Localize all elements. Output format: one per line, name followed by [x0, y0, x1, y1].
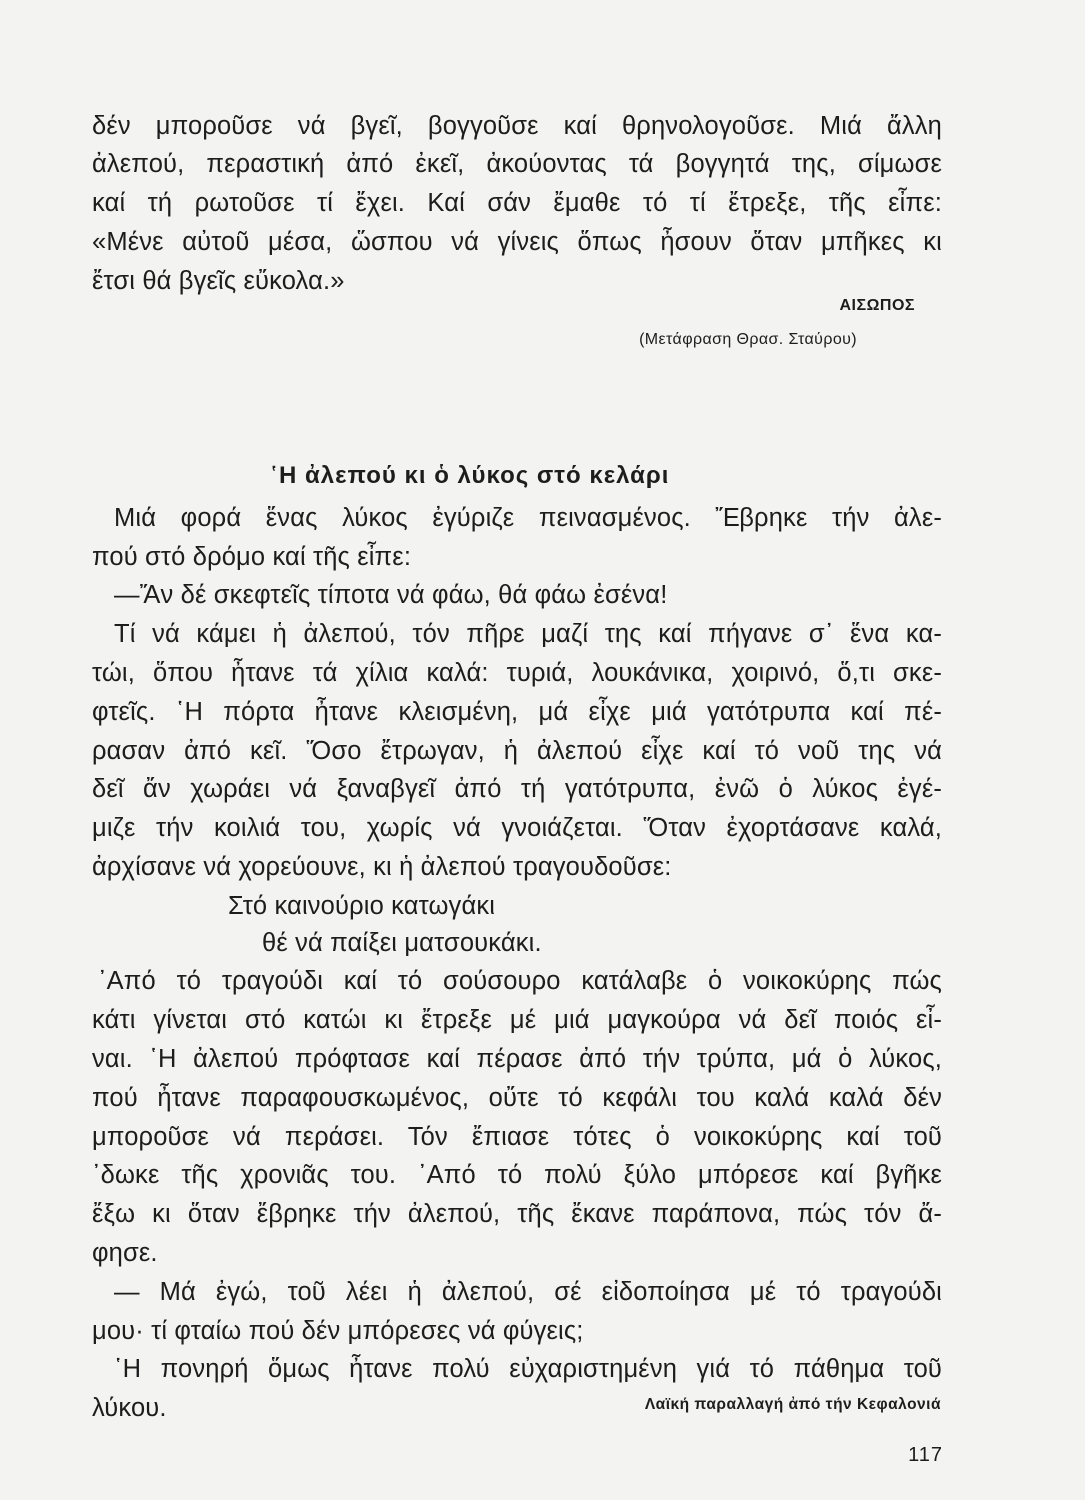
story-line-19: — Μά ἐγώ, τοῦ λέει ἡ ἀλεπού, σέ εἰδοποίησα μέ τό τραγούδι: [114, 1278, 942, 1306]
story-line-10: ἀρχίσανε νά χορεύουνε, κι ἡ ἀλεπού τραγουδοῦσε:: [92, 853, 672, 881]
story-line-20: μου· τί φταίω πού δέν μπόρεσες νά φύγεις;: [92, 1317, 584, 1345]
story-line-4: Τί νά κάμει ἡ ἀλεπού, τόν πῆρε μαζί της καί πήγανε σ᾽ ἕνα κα-: [114, 620, 942, 648]
verse-line-1: Στό καινούριο κατωγάκι: [228, 892, 496, 920]
story-line-12: κάτι γίνεται στό κατώι κι ἔτρεξε μέ μιά μαγκούρα νά δεῖ ποιός εἶ-: [92, 1006, 942, 1034]
intro-line-1: δέν μποροῦσε νά βγεῖ, βογγοῦσε καί θρηνολογοῦσε. Μιά ἄλλη: [92, 112, 942, 140]
intro-line-4: «Μένε αὐτοῦ μέσα, ὥσπου νά γίνεις ὅπως ἦσουν ὅταν μπῆκες κι: [92, 228, 942, 256]
source-attribution: Λαϊκή παραλλαγή ἀπό τήν Κεφαλονιά: [644, 1396, 941, 1413]
author-attribution: ΑΙΣΩΠΟΣ: [839, 297, 915, 314]
story-line-6: φτεῖς. ῾Η πόρτα ἦτανε κλεισμένη, μά εἶχε μιά γατότρυπα καί πέ-: [92, 698, 942, 726]
story-line-22: λύκου.: [92, 1394, 167, 1422]
story-line-16: ᾽δωκε τῆς χρονιᾶς του. ᾽Από τό πολύ ξύλο μπόρεσε καί βγῆκε: [92, 1161, 942, 1189]
translation-credit: (Μετάφραση Θρασ. Σταύρου): [639, 331, 857, 348]
page-number: 117: [908, 1444, 943, 1466]
story-line-13: ναι. ῾Η ἀλεπού πρόφτασε καί πέρασε ἀπό τήν τρύπα, μά ὁ λύκος,: [92, 1045, 942, 1073]
story-line-11: ᾽Από τό τραγούδι καί τό σούσουρο κατάλαβε ὁ νοικοκύρης πώς: [98, 967, 942, 995]
story-line-15: μποροῦσε νά περάσει. Τόν ἔπιασε τότες ὁ νοικοκύρης καί τοῦ: [92, 1123, 942, 1151]
story-title: ῾Η ἀλεπού κι ὁ λύκος στό κελάρι: [270, 462, 670, 489]
story-line-17: ἔξω κι ὅταν ἔβρηκε τήν ἀλεπού, τῆς ἔκανε παράπονα, πώς τόν ἄ-: [92, 1200, 942, 1228]
story-line-9: μιζε τήν κοιλιά του, χωρίς νά γνοιάζεται. Ὅταν ἐχορτάσανε καλά,: [92, 814, 942, 842]
story-line-14: πού ἦτανε παραφουσκωμένος, οὔτε τό κεφάλι του καλά καλά δέν: [92, 1084, 942, 1112]
intro-line-2: ἀλεπού, περαστική ἀπό ἐκεῖ, ἀκούοντας τά βογγητά της, σίμωσε: [92, 150, 942, 178]
intro-line-5: ἔτσι θά βγεῖς εὔκολα.»: [92, 267, 345, 295]
story-line-18: φησε.: [92, 1239, 158, 1267]
story-line-5: τώι, ὅπου ἦτανε τά χίλια καλά: τυριά, λουκάνικα, χοιρινό, ὅ,τι σκε-: [92, 659, 942, 687]
intro-line-3: καί τή ρωτοῦσε τί ἔχει. Καί σάν ἔμαθε τό τί ἔτρεξε, τῆς εἶπε:: [92, 189, 942, 217]
story-line-3: —Ἄν δέ σκεφτεῖς τίποτα νά φάω, θά φάω ἐσένα!: [114, 581, 668, 609]
story-line-21: ῾Η πονηρή ὅμως ἦτανε πολύ εὐχαριστημένη γιά τό πάθημα τοῦ: [114, 1355, 942, 1383]
story-line-1: Μιά φορά ἕνας λύκος ἐγύριζε πεινασμένος. Ἔβρηκε τήν ἀλε-: [114, 504, 942, 532]
story-line-8: δεῖ ἄν χωράει νά ξαναβγεῖ ἀπό τή γατότρυπα, ἐνῶ ὁ λύκος ἐγέ-: [92, 775, 942, 803]
story-line-2: πού στό δρόμο καί τῆς εἶπε:: [92, 543, 412, 571]
verse-line-2: θέ νά παίξει ματσουκάκι.: [262, 929, 542, 957]
story-line-7: ρασαν ἀπό κεῖ. Ὅσο ἔτρωγαν, ἡ ἀλεπού εἶχε καί τό νοῦ της νά: [92, 737, 942, 765]
